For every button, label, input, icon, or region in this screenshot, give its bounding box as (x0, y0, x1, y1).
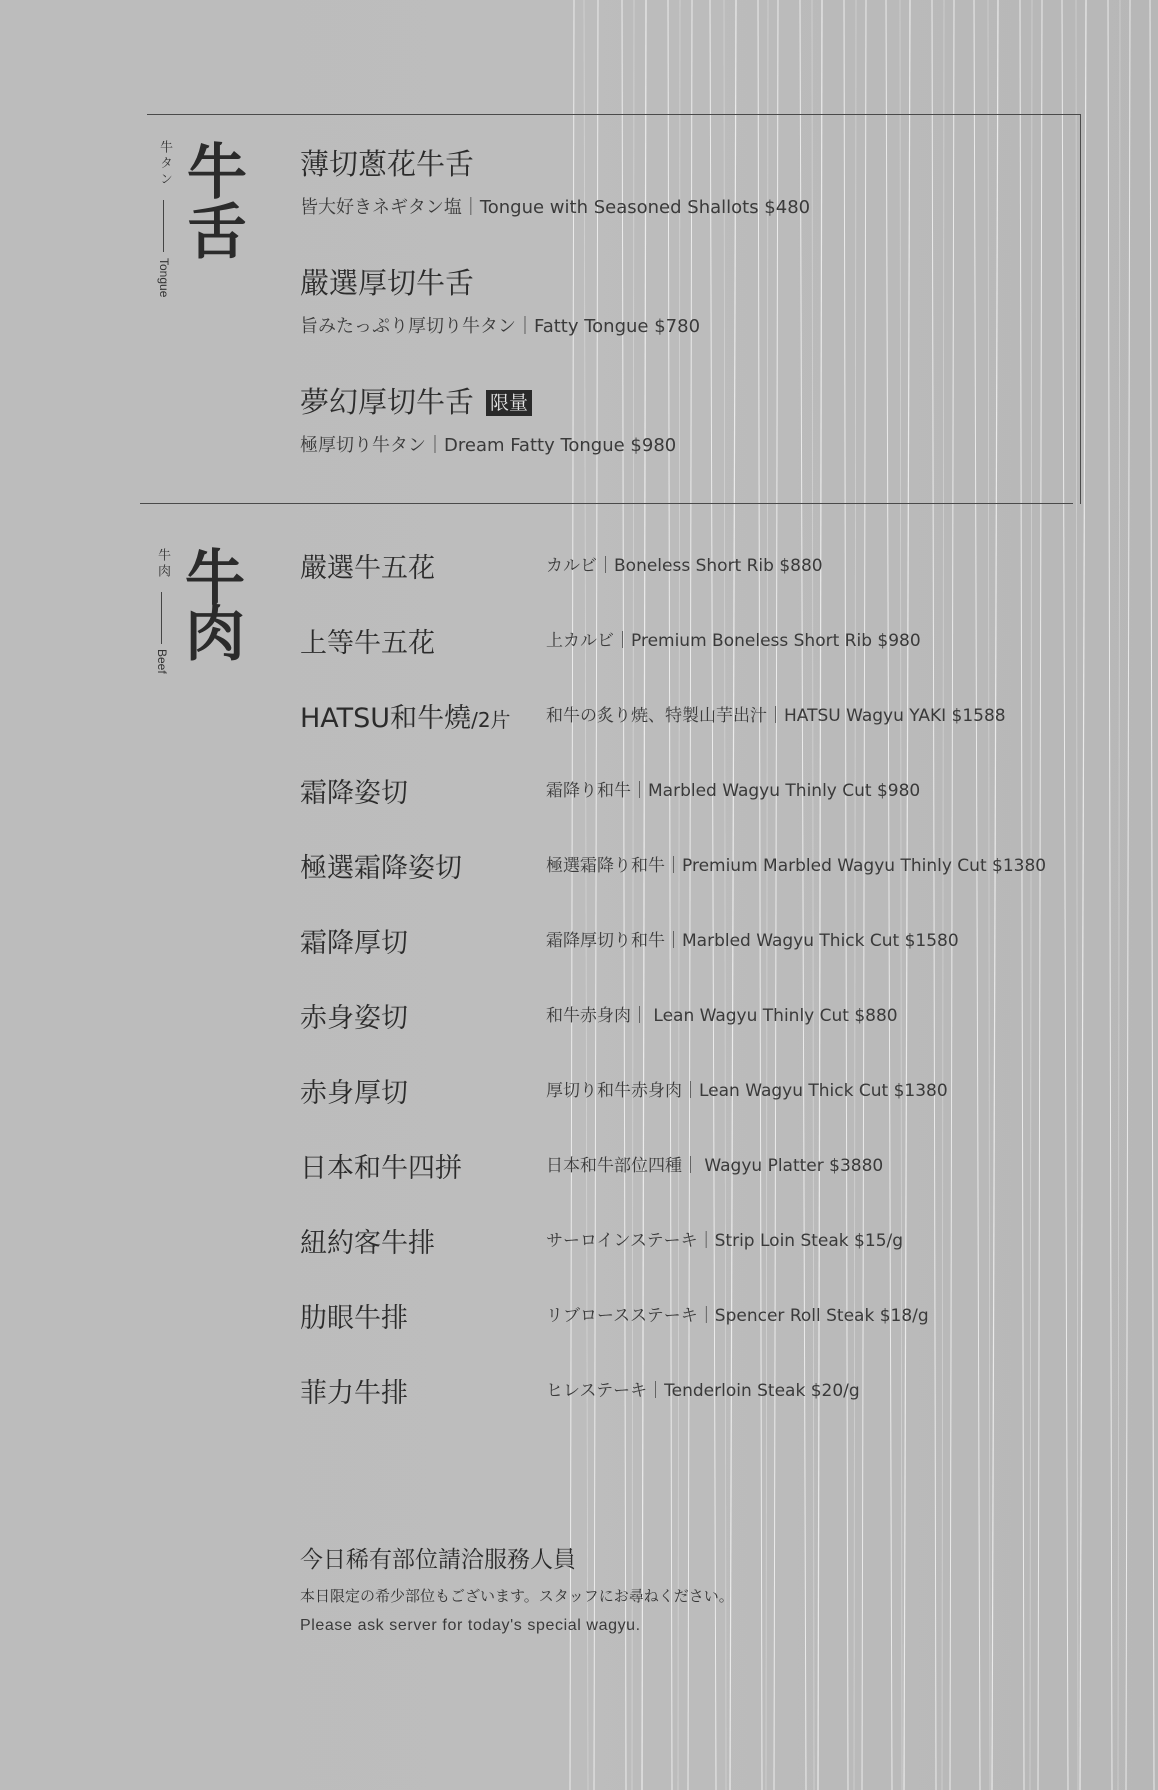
beef-item-desc: 和牛の炙り焼、特製山芋出汁｜HATSU Wagyu YAKI $1588 (546, 706, 1006, 726)
beef-item-name: 紐約客牛排 (300, 1228, 435, 1259)
tongue-side-label-en: Tongue (157, 258, 171, 298)
special-cut-note-title: 今日稀有部位請洽服務人員 (300, 1547, 576, 1573)
tongue-side-label-jp: 牛タン (157, 140, 172, 188)
frame-top-rule (147, 114, 1081, 115)
beef-item-desc: 日本和牛部位四種｜ Wagyu Platter $3880 (546, 1156, 884, 1176)
beef-side-rule (161, 592, 162, 644)
beef-item-desc: カルビ｜Boneless Short Rib $880 (546, 556, 823, 576)
tongue-item-name: 薄切蔥花牛舌 (300, 147, 475, 181)
beef-item-name: 菲力牛排 (300, 1378, 408, 1409)
beef-item-desc: サーロインステーキ｜Strip Loin Steak $15/g (546, 1231, 904, 1251)
beef-item-desc: リブロースステーキ｜Spencer Roll Steak $18/g (546, 1306, 929, 1326)
beef-item-name (300, 696, 511, 735)
beef-side-label-en: Beef (155, 649, 169, 674)
beef-item-desc: 上カルビ｜Premium Boneless Short Rib $980 (546, 631, 921, 651)
tongue-item-desc: 極厚切り牛タン｜Dream Fatty Tongue $980 (300, 435, 677, 456)
tongue-item-desc: 皆大好きネギタン塩｜Tongue with Seasoned Shallots $480 (300, 197, 811, 218)
tongue-title-char-1: 牛 (187, 138, 247, 208)
beef-item-desc: 厚切り和牛赤身肉｜Lean Wagyu Thick Cut $1380 (546, 1081, 948, 1101)
beef-item-name: 嚴選牛五花 (300, 553, 435, 584)
beef-item-desc: ヒレステーキ｜Tenderloin Steak $20/g (546, 1381, 860, 1401)
section-divider (140, 503, 1073, 504)
limited-badge: 限量 (486, 390, 532, 416)
beef-title-char-1: 牛 (185, 544, 245, 614)
tongue-item-name: 嚴選厚切牛舌 (300, 266, 475, 300)
beef-item-name: 霜降厚切 (300, 928, 408, 959)
beef-title-char-2: 肉 (185, 600, 245, 670)
special-cut-note-jp: 本日限定の希少部位もございます。スタッフにお尋ねください。 (300, 1587, 734, 1605)
beef-item-name: 霜降姿切 (300, 778, 408, 809)
beef-item-desc: 霜降厚切り和牛｜Marbled Wagyu Thick Cut $1580 (546, 931, 959, 951)
special-cut-note-en: Please ask server for today's special wagyu. (300, 1617, 641, 1634)
beef-item-name-suffix: /2片 (471, 708, 511, 732)
tongue-item-name (300, 380, 532, 421)
beef-item-name: 肋眼牛排 (300, 1303, 408, 1334)
decorative-stripes (560, 0, 1158, 1790)
beef-side-label-jp: 牛肉 (155, 548, 170, 580)
tongue-item-name-text: 夢幻厚切牛舌 (300, 385, 475, 419)
beef-item-name-text: HATSU和牛燒 (300, 703, 472, 734)
tongue-item-desc: 旨みたっぷり厚切り牛タン｜Fatty Tongue $780 (300, 316, 701, 337)
beef-item-desc: 極選霜降り和牛｜Premium Marbled Wagyu Thinly Cut $1380 (546, 856, 1047, 876)
tongue-title-char-2: 舌 (187, 198, 247, 268)
beef-item-desc: 霜降り和牛｜Marbled Wagyu Thinly Cut $980 (546, 781, 921, 801)
beef-item-desc: 和牛赤身肉｜ Lean Wagyu Thinly Cut $880 (546, 1006, 898, 1026)
beef-item-name: 赤身厚切 (300, 1078, 408, 1109)
frame-right-rule (1080, 114, 1081, 504)
tongue-side-rule (163, 200, 164, 252)
beef-item-name: 極選霜降姿切 (300, 853, 462, 884)
beef-item-name: 上等牛五花 (300, 628, 435, 659)
beef-item-name: 日本和牛四拼 (300, 1153, 462, 1184)
beef-item-name: 赤身姿切 (300, 1003, 408, 1034)
